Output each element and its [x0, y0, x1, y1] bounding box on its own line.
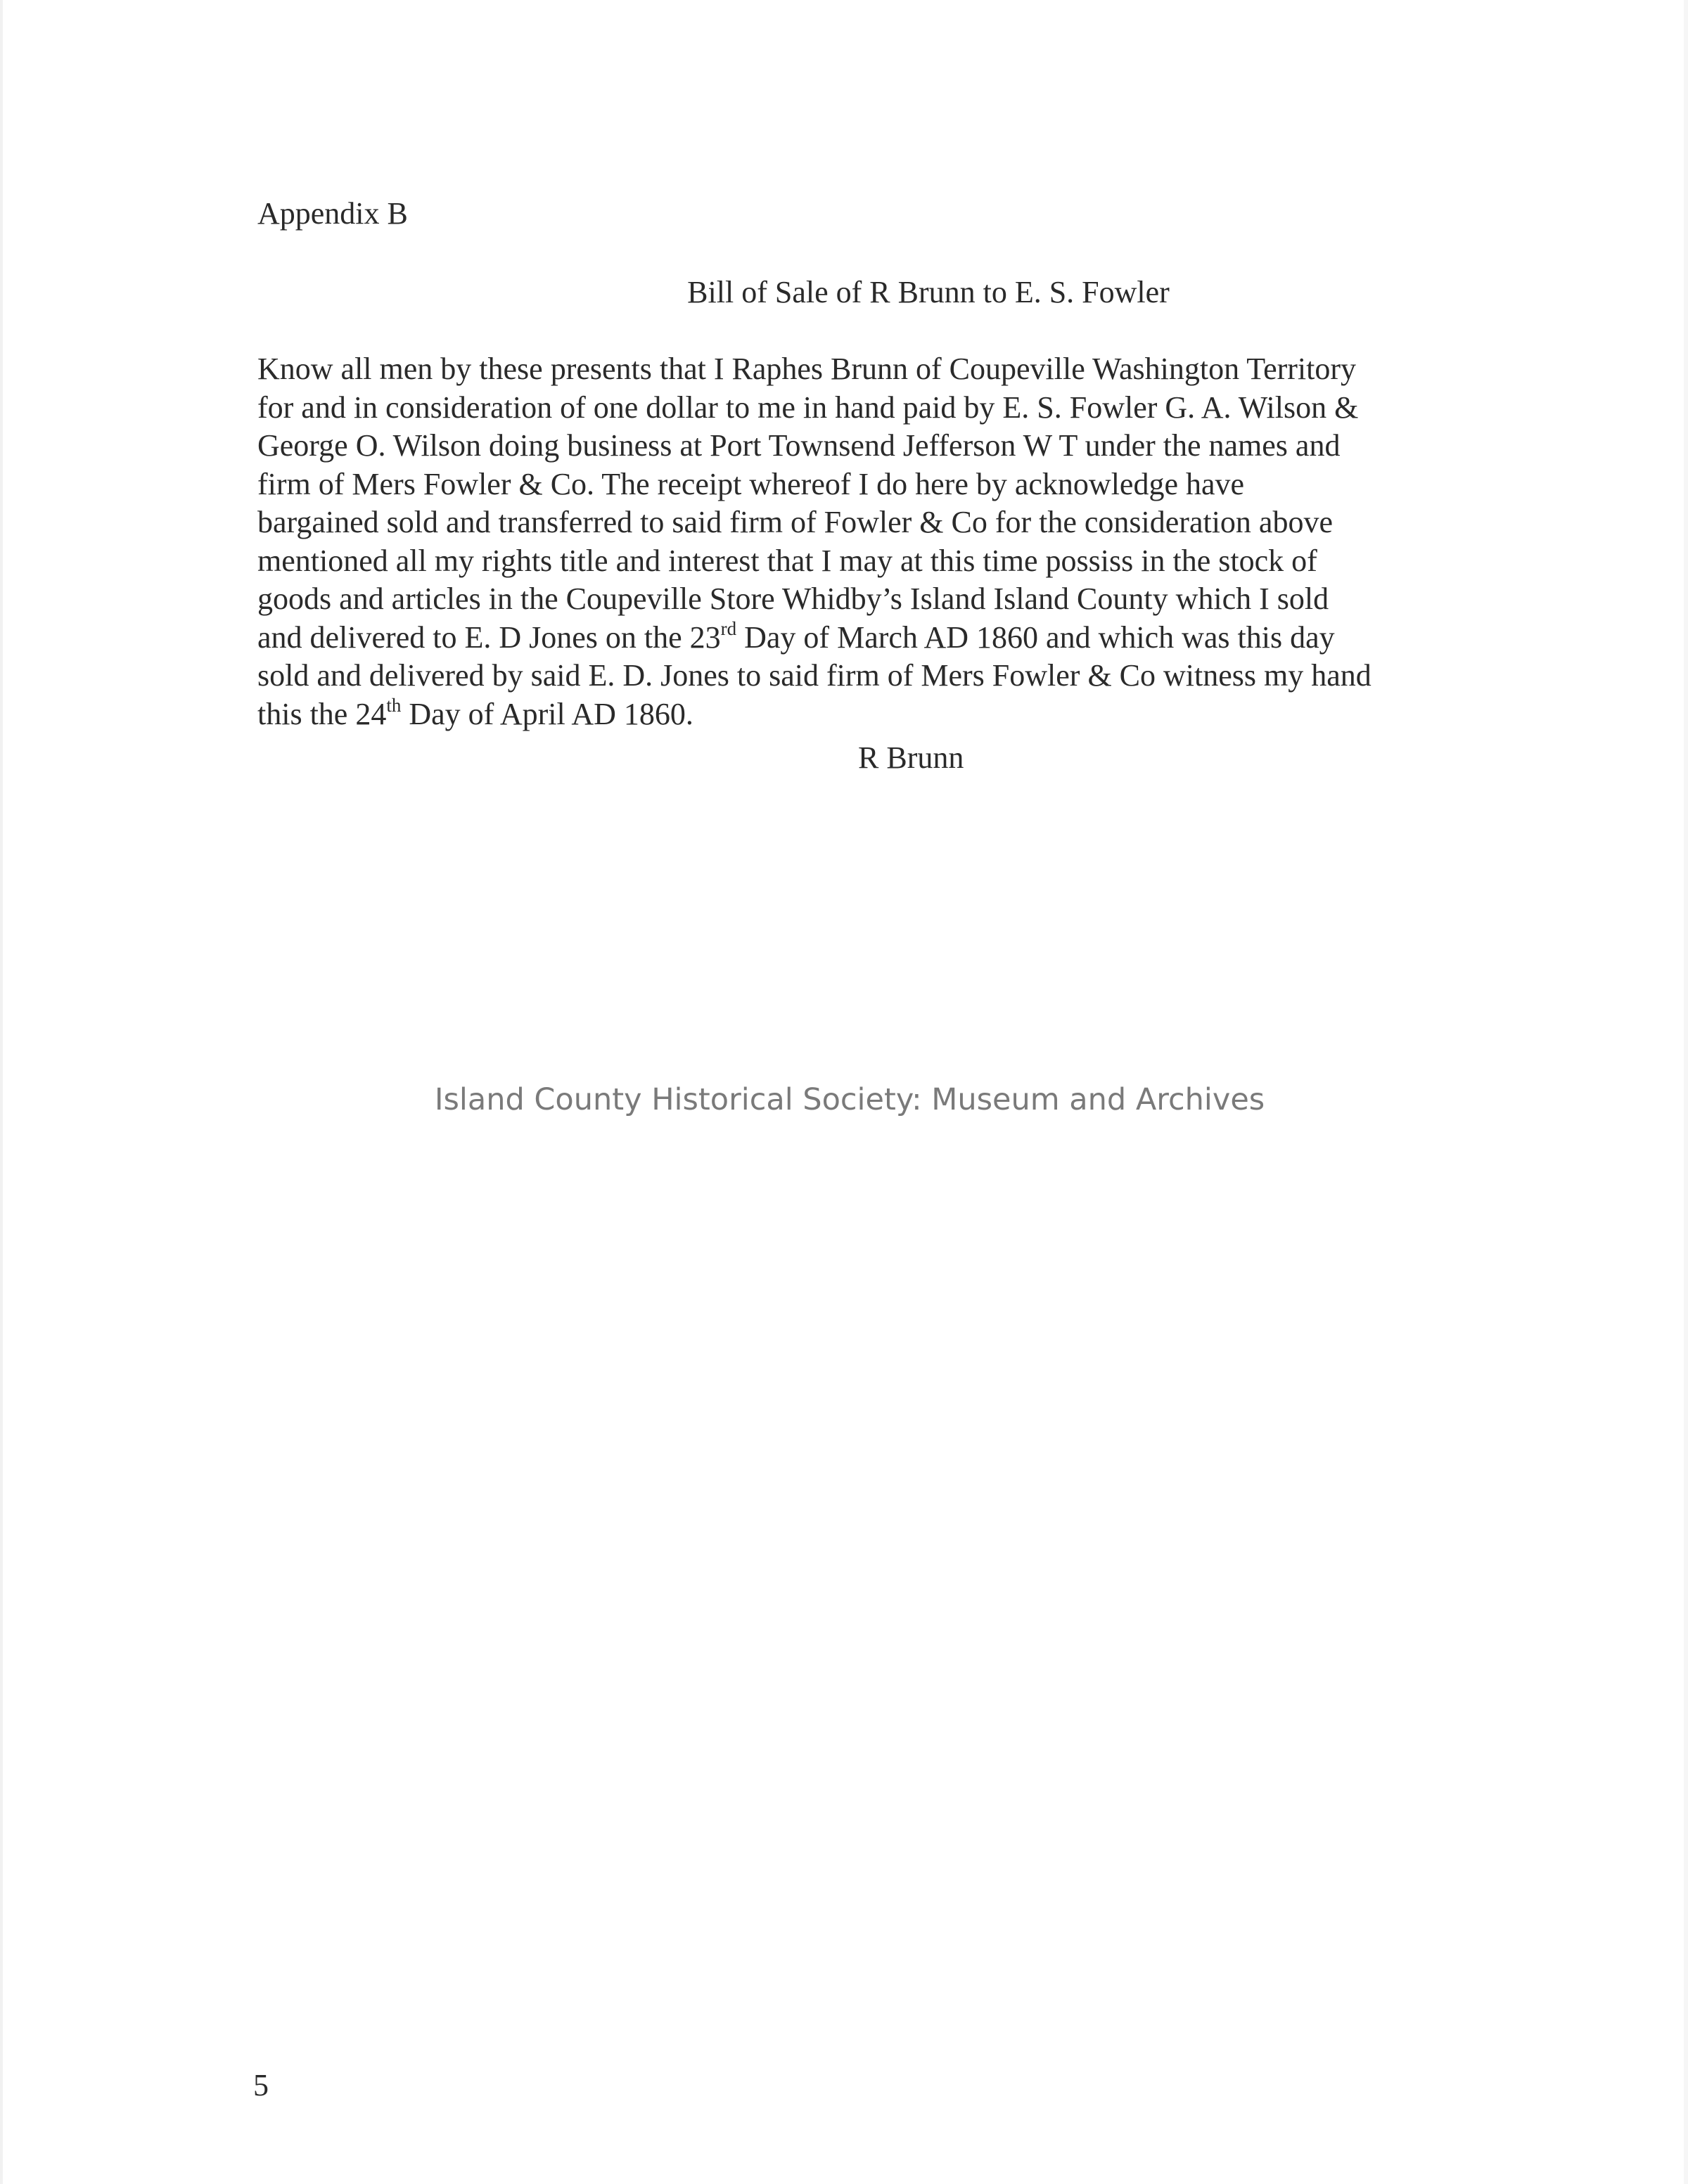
body-line: sold and delivered by said E. D. Jones to said firm of Mers Fowler & Co witness my hand — [257, 658, 1372, 693]
archive-credit — [0, 1081, 1688, 1118]
document-title-text: Bill of Sale of R Brunn to E. S. Fowler — [687, 275, 1170, 309]
body-line-with-date — [257, 695, 1467, 734]
body-paragraph — [257, 350, 1467, 733]
body-line-segment: and delivered to E. D Jones on the 23 — [257, 619, 721, 655]
body-line: for and in consideration of one dollar to me in hand paid by E. S. Fowler G. A. Wilson & — [257, 390, 1359, 425]
body-line-segment: this the 24 — [257, 696, 387, 731]
body-line: goods and articles in the Coupeville Store Whidby’s Island Island County which I sold — [257, 582, 1329, 616]
ordinal-suffix: th — [386, 694, 402, 716]
body-line-segment: Day of April AD 1860. — [401, 696, 693, 731]
body-line: bargained sold and transferred to said firm of Fowler & Co for the consideration above — [257, 505, 1333, 539]
body-line: Know all men by these presents that I Raphes Brunn of Coupeville Washington Territory — [257, 352, 1357, 386]
body-line-with-date — [257, 619, 1467, 657]
body-line: firm of Mers Fowler & Co. The receipt whereof I do here by acknowledge have — [257, 466, 1245, 501]
archive-credit-text: Island County Historical Society: Museum and Archives — [434, 1082, 1265, 1117]
signature: R Brunn — [858, 740, 964, 775]
appendix-label: Appendix B — [257, 196, 408, 231]
document-title — [0, 274, 1688, 311]
body-line-segment: Day of March AD 1860 and which was this day — [736, 619, 1335, 655]
body-line: mentioned all my rights title and interest that I may at this time possiss in the stock of — [257, 543, 1317, 578]
body-line: George O. Wilson doing business at Port Townsend Jefferson W T under the names and — [257, 428, 1341, 463]
page-number: 5 — [253, 2068, 269, 2102]
ordinal-suffix: rd — [720, 617, 737, 639]
